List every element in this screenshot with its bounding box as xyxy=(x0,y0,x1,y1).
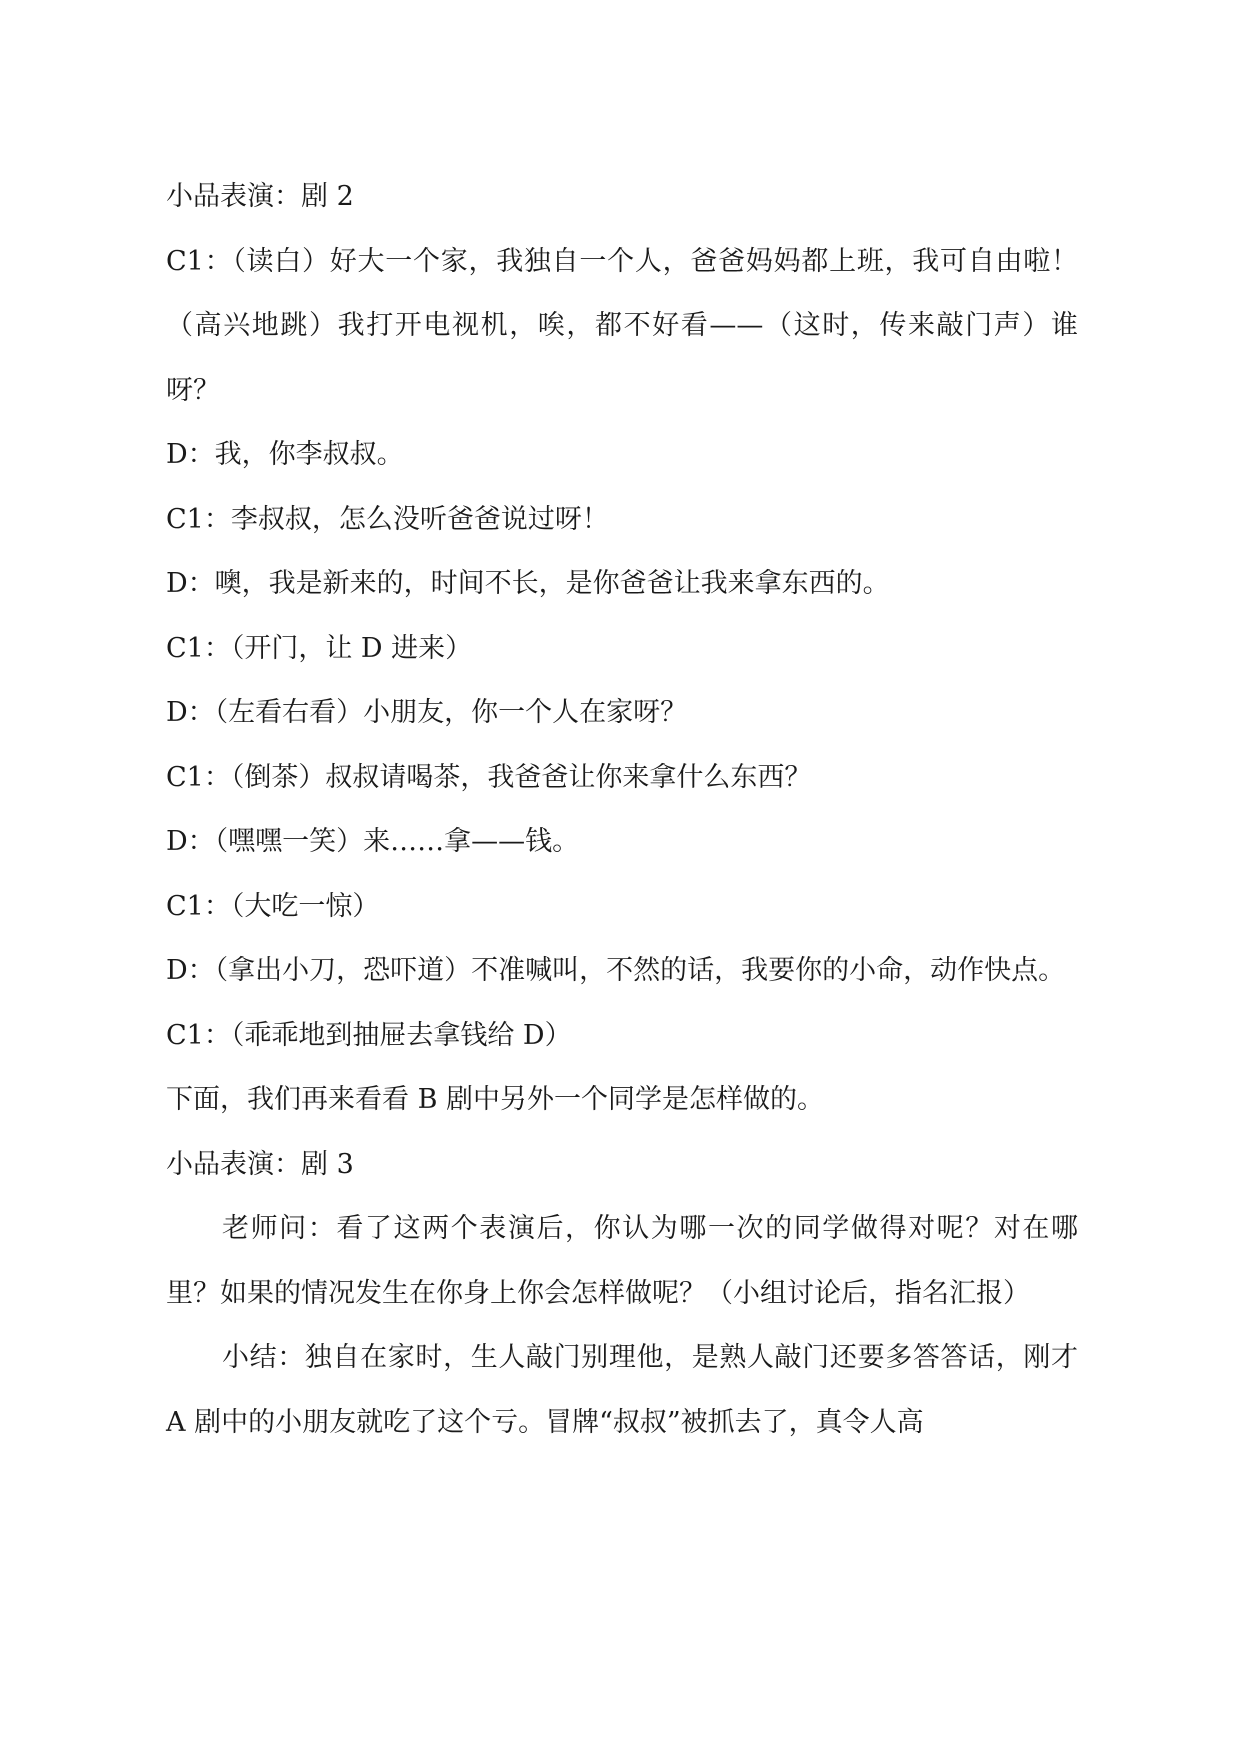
paragraph-dialogue-c1-3: C1：（开门，让 D 进来） xyxy=(166,632,473,664)
paragraph-dialogue-c1-4: C1：（倒茶）叔叔请喝茶，我爸爸让你来拿什么东西？ xyxy=(166,761,812,793)
paragraph-transition: 下面，我们再来看看 B 剧中另外一个同学是怎样做的。 xyxy=(166,1084,825,1115)
paragraph-dialogue-c1-opening: C1：（读白）好大一个家，我独自一个人，爸爸妈妈都上班，我可自由啦！（高兴地跳）我打开电视机，唉，都不好看——（这时，传来敲门声）谁呀？ xyxy=(166,245,1078,406)
paragraph-dialogue-d-3: D：（左看右看）小朋友，你一个人在家呀？ xyxy=(166,697,688,728)
paragraph-dialogue-d-2: D：噢，我是新来的，时间不长，是你爸爸让我来拿东西的。 xyxy=(166,568,890,599)
paragraph-dialogue-d-5: D：（拿出小刀，恐吓道）不准喊叫，不然的话，我要你的小命，动作快点。 xyxy=(166,955,1066,986)
paragraph-dialogue-c1-6: C1：（乖乖地到抽屉去拿钱给 D） xyxy=(166,1019,572,1051)
paragraph-dialogue-d-4: D：（嘿嘿一笑）来……拿——钱。 xyxy=(166,826,580,857)
paragraph-heading-skit-3: 小品表演：剧 3 xyxy=(166,1148,354,1180)
document-body xyxy=(166,165,1078,1455)
paragraph-summary: 小结：独自在家时，生人敲门别理他，是熟人敲门还要多答答话，刚才 A 剧中的小朋友就吃了这个亏。冒牌“叔叔”被抓去了，真令人高 xyxy=(166,1342,1078,1438)
paragraph-heading-skit-2: 小品表演：剧 2 xyxy=(166,181,354,212)
paragraph-dialogue-d-1: D：我，你李叔叔。 xyxy=(166,439,404,470)
paragraph-dialogue-c1-5: C1：（大吃一惊） xyxy=(166,890,380,922)
paragraph-dialogue-c1-2: C1：李叔叔，怎么没听爸爸说过呀！ xyxy=(166,503,609,535)
paragraph-teacher-question: 老师问：看了这两个表演后，你认为哪一次的同学做得对呢？对在哪里？如果的情况发生在你身上你会怎样做呢？（小组讨论后，指名汇报） xyxy=(166,1213,1078,1309)
